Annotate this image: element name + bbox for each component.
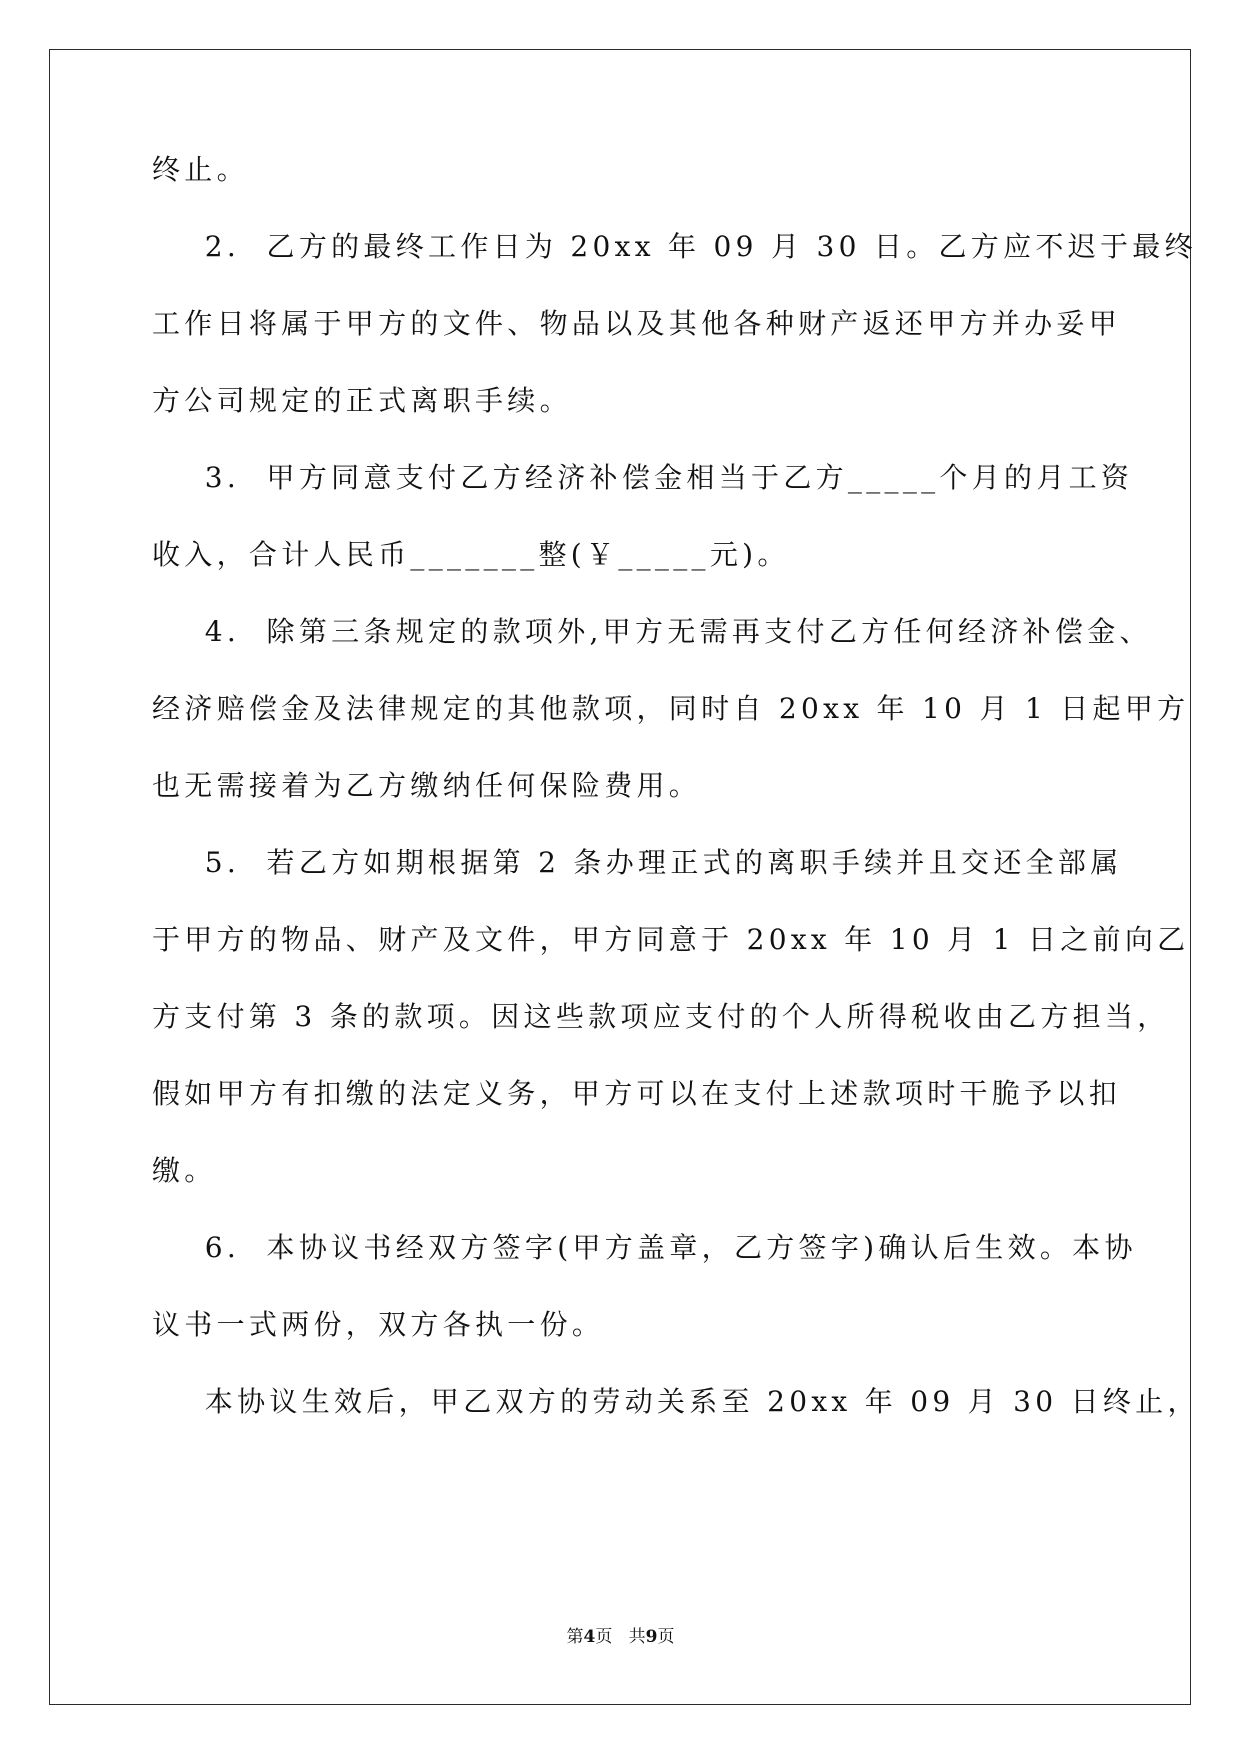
text-line: 假如甲方有扣缴的法定义务，甲方可以在支付上述款项时干脆予以扣 <box>152 1077 1122 1110</box>
current-page-number: 4 <box>583 1627 596 1647</box>
footer-page-suffix: 页 <box>595 1627 613 1647</box>
text-line: 6. 本协议书经双方签字(甲方盖章，乙方签字)确认后生效。本协 <box>152 1231 1137 1264</box>
text-line: 2. 乙方的最终工作日为 20xx 年 09 月 30 日。乙方应不迟于最终 <box>152 230 1197 263</box>
text-line: 于甲方的物品、财产及文件，甲方同意于 20xx 年 10 月 1 日之前向乙 <box>152 923 1190 956</box>
text-line: 3. 甲方同意支付乙方经济补偿金相当于乙方_____个月的月工资 <box>152 461 1134 494</box>
total-page-count: 9 <box>645 1627 658 1647</box>
text-line: 收入，合计人民币_______整(￥_____元)。 <box>152 538 790 571</box>
text-line: 终止。 <box>152 153 249 186</box>
footer-total-suffix: 页 <box>657 1627 675 1647</box>
text-line: 缴。 <box>152 1154 217 1187</box>
footer-total-prefix: 共 <box>628 1627 646 1647</box>
text-line: 方公司规定的正式离职手续。 <box>152 384 572 417</box>
text-line: 本协议生效后，甲乙双方的劳动关系至 20xx 年 09 月 30 日终止， <box>152 1385 1200 1418</box>
text-line: 工作日将属于甲方的文件、物品以及其他各种财产返还甲方并办妥甲 <box>152 307 1122 340</box>
page-footer <box>0 1626 1241 1648</box>
text-line: 议书一式两份，双方各执一份。 <box>152 1308 605 1341</box>
text-line: 4. 除第三条规定的款项外,甲方无需再支付乙方任何经济补偿金、 <box>152 615 1152 648</box>
text-line: 5. 若乙方如期根据第 2 条办理正式的离职手续并且交还全部属 <box>152 846 1123 879</box>
text-line: 也无需接着为乙方缴纳任何保险费用。 <box>152 769 702 802</box>
text-line: 方支付第 3 条的款项。因这些款项应支付的个人所得税收由乙方担当， <box>152 1000 1170 1033</box>
text-line: 经济赔偿金及法律规定的其他款项，同时自 20xx 年 10 月 1 日起甲方 <box>152 692 1190 725</box>
footer-prefix: 第 <box>566 1627 584 1647</box>
